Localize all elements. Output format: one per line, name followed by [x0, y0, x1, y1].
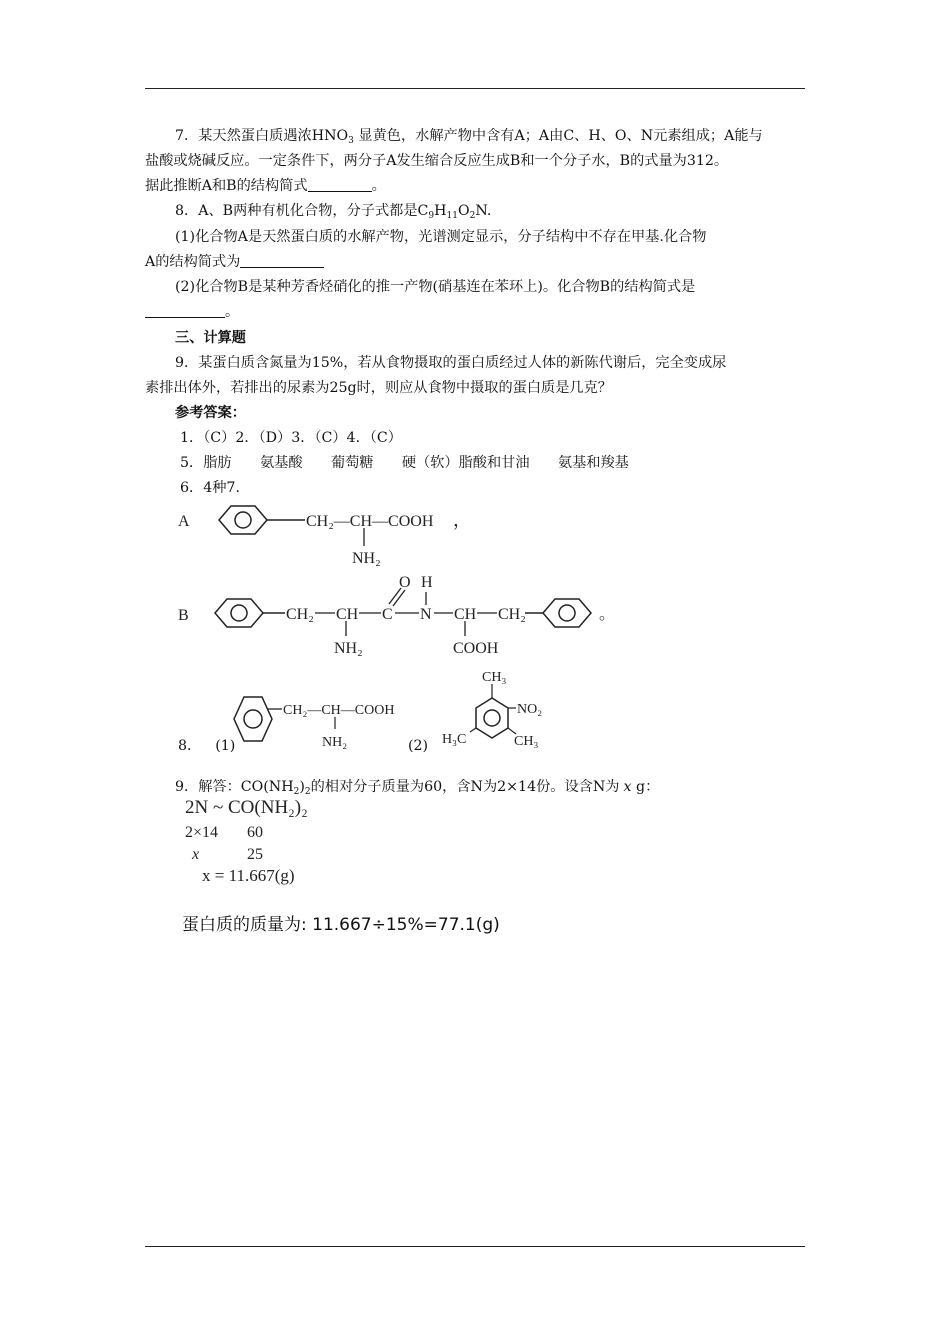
structure-a	[175, 500, 495, 572]
calc-equation: 2N ~ CO(NH₂)₂	[185, 797, 308, 818]
answer-blank	[240, 253, 324, 268]
structure-8-1-chain: CH₂—CH—COOH	[283, 703, 395, 718]
structure-a-chain: CH₂—CH—COOH	[306, 513, 434, 530]
structure-b-ch2: CH₂	[286, 606, 314, 623]
structure-b-h: H	[421, 574, 433, 591]
calc-row2: x 25	[192, 846, 263, 863]
q8-stem: 8．A、B两种有机化合物，分子式都是$C_9H_{11}O_2N$.	[175, 203, 492, 221]
benzene-ring-icon	[219, 506, 267, 534]
benzene-ring-icon	[234, 697, 272, 741]
structure-b-label: B	[178, 607, 189, 624]
header-rule	[145, 88, 805, 89]
answer-8-label: 8． (1)	[178, 738, 236, 754]
structure-b-n: N	[420, 606, 432, 623]
structure-b-ch-2: CH	[454, 606, 477, 623]
structure-b-cooh: COOH	[453, 640, 499, 657]
section-title: 三、计算题	[175, 330, 246, 346]
structure-b-nh2: NH₂	[334, 640, 363, 657]
structure-a-nh2: NH₂	[352, 550, 381, 567]
q8-part1-line2: A的结构简式为	[145, 251, 808, 273]
benzene-ring-icon	[215, 599, 263, 627]
structure-b-ch: CH	[336, 606, 359, 623]
q7-line2: 盐酸或烧碱反应。一定条件下，两分子A发生缩合反应生成B和一个分子水，B的式量为312。	[145, 153, 729, 169]
answers-5: 5．脂肪 氨基酸 葡萄糖 硬（软）脂酸和甘油 氨基和羧基	[180, 455, 629, 471]
q9-line2: 素排出体外，若排出的尿素为25g时，则应从食物中摄取的蛋白质是几克？	[145, 380, 612, 396]
structure-b-c: C	[382, 606, 393, 623]
q9-line1: 9．某蛋白质含氮量为15%，若从食物摄取的蛋白质经过人体的新陈代谢后，完全变成尿	[175, 355, 727, 371]
structure-a-label: A	[178, 513, 190, 530]
structure-a-comma: ，	[453, 510, 471, 530]
structure-8-1	[232, 693, 412, 755]
structure-b-o: O	[399, 574, 411, 591]
structure-8-1-nh2: NH₂	[322, 735, 348, 750]
q7-line1: 7．某天然蛋白质遇浓$HNO_3$ 显黄色，水解产物中含有A；A由C、H、O、N元素组成；A能与	[175, 128, 763, 146]
structure-8-2-ch3-top: CH₃	[482, 670, 507, 685]
calc-result: x = 11.667(g)	[202, 866, 295, 885]
answers-1-4: 1．（C）2．（D）3．（C）4．（C）	[180, 430, 402, 446]
structure-8-2	[428, 668, 558, 752]
answers-6: 6．4种7.	[180, 480, 240, 496]
structure-8-2-h3c: H₃C	[442, 732, 467, 747]
structure-8-2-no2: NO₂	[517, 702, 543, 717]
q8-part2-line1: (2)化合物B是某种芳香烃硝化的推一产物(硝基连在苯环上)。化合物B的结构简式是	[175, 279, 696, 295]
footer-rule	[145, 1246, 805, 1247]
answer-blank	[145, 303, 225, 318]
q8-part1-line1: (1)化合物A是天然蛋白质的水解产物，光谱测定显示，分子结构中不存在甲基.化合物	[175, 229, 707, 245]
answer-9-text: 9．解答：$CO(NH_2)_2$的相对分子质量为60，含N为2×14份。设含N为 x g：	[175, 779, 660, 797]
q7-line3: 据此推断A和B的结构简式 。	[145, 178, 386, 194]
answer-8-part2: (2)	[408, 738, 429, 754]
benzene-ring-icon	[476, 698, 508, 738]
answer-blank	[308, 177, 372, 192]
structure-8-2-ch3-right: CH₃	[514, 734, 539, 749]
structure-b-end: 。	[599, 606, 616, 623]
benzene-ring-icon	[543, 599, 591, 627]
structure-b	[175, 570, 635, 662]
calc-row1: 2×14 60	[185, 824, 263, 841]
q8-part2-line2: 。	[145, 301, 808, 323]
structure-b-ch2-2: CH₂	[498, 606, 526, 623]
answers-title: 参考答案：	[175, 405, 246, 421]
final-answer: 蛋白质的质量为: 11.667÷15%=77.1(g)	[182, 915, 500, 935]
